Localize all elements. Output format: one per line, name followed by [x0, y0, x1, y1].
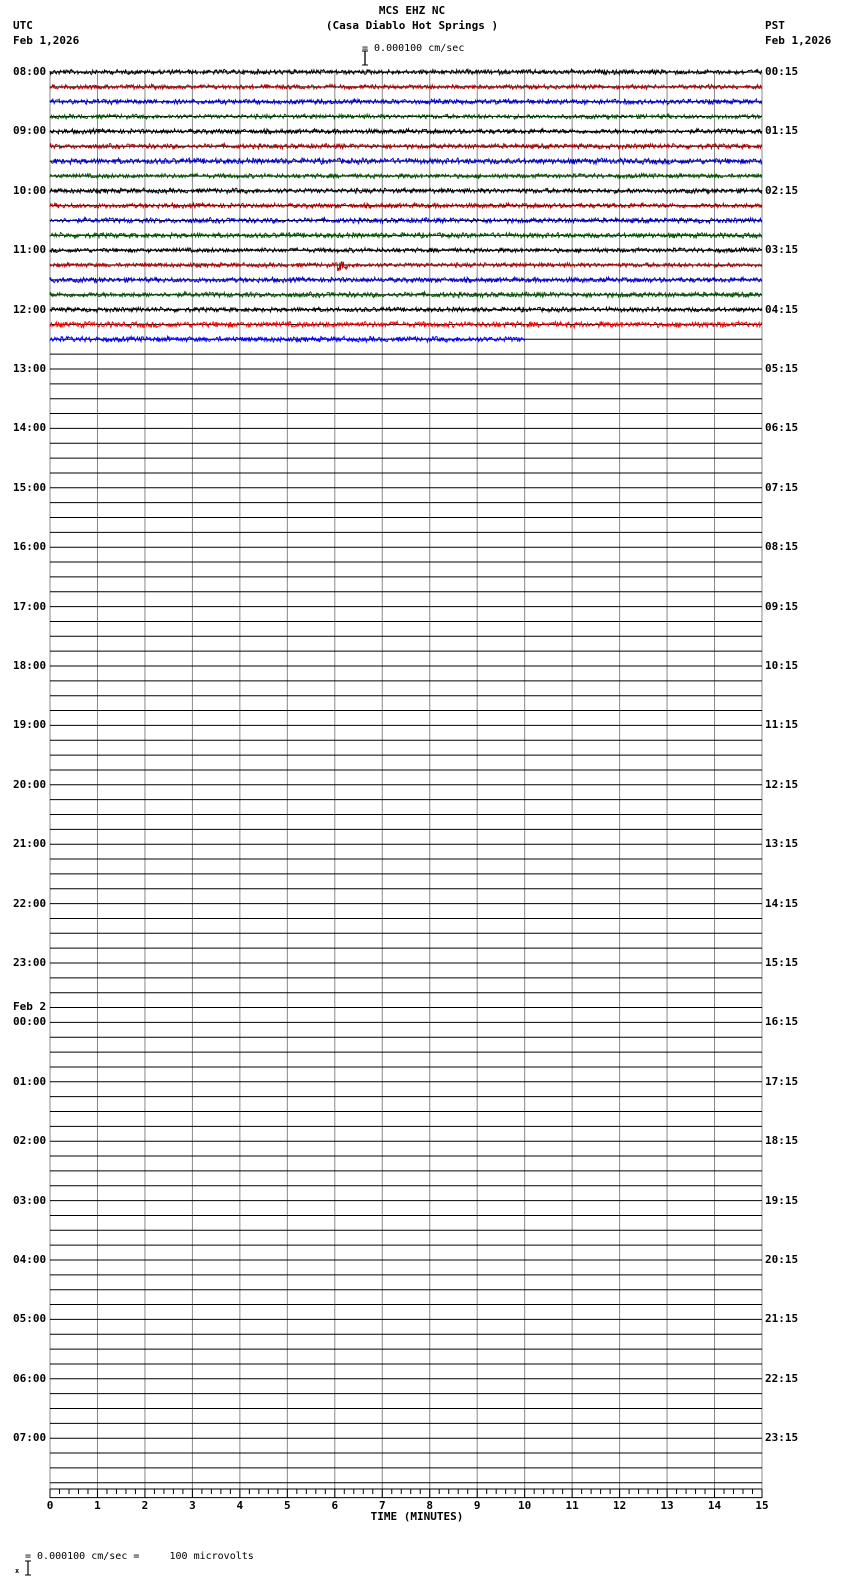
right-hour-label: 15:15: [765, 956, 799, 969]
left-hour-label: 01:00: [13, 1074, 47, 1088]
left-hour-label: 02:00: [13, 1134, 47, 1148]
left-hour-label: 17:00: [13, 599, 47, 613]
chart-subtitle: (Casa Diablo Hot Springs ): [325, 19, 499, 32]
right-hour-label: 19:15: [765, 1193, 799, 1207]
left-hour-label: 21:00: [13, 837, 47, 851]
x-tick-label: 15: [755, 1499, 769, 1512]
x-tick-label: 2: [141, 1499, 149, 1512]
right-hour-label: 21:15: [765, 1312, 799, 1326]
right-hour-label: 06:15: [765, 421, 799, 435]
trace-row-13: [50, 262, 762, 271]
x-tick-label: 0: [46, 1499, 54, 1512]
left-hour-label: 05:00: [13, 1312, 47, 1326]
right-hour-label: 09:15: [765, 599, 799, 613]
left-hour-label: 06:00: [13, 1371, 47, 1385]
x-tick-label: 4: [236, 1499, 244, 1512]
left-hour-label: 18:00: [13, 659, 47, 672]
left-hour-label: 15:00: [13, 480, 47, 494]
right-hour-label: 02:15: [765, 183, 799, 197]
right-hour-label: 12:15: [765, 777, 799, 791]
left-hour-label: 04:00: [13, 1253, 47, 1266]
scale-bar-icon: [348, 36, 356, 54]
left-hour-label: 00:00: [13, 1015, 47, 1029]
right-hour-label: 01:15: [765, 124, 799, 138]
x-tick-label: 10: [518, 1499, 532, 1512]
right-hour-label: 04:15: [765, 302, 799, 316]
x-tick-label: 12: [612, 1499, 627, 1512]
left-hour-label: 23:00: [13, 956, 47, 969]
trace-row-3: [50, 114, 762, 119]
right-hour-label: 18:15: [765, 1134, 799, 1148]
left-hour-label: 19:00: [13, 718, 47, 732]
x-tick-label: 6: [331, 1499, 339, 1512]
right-hour-label: 17:15: [765, 1074, 799, 1088]
left-hour-label: 12:00: [13, 302, 47, 316]
right-hour-label: 20:15: [765, 1253, 799, 1266]
right-hour-label: 00:15: [765, 65, 799, 78]
x-axis-label: TIME (MINUTES): [370, 1510, 464, 1523]
scale-label: = 0.000100 cm/sec: [362, 43, 465, 54]
left-hour-label: 14:00: [13, 421, 47, 435]
right-hour-label: 08:15: [765, 540, 799, 554]
footer-scale-note: = 0.000100 cm/sec = 100 microvolts: [25, 1551, 254, 1562]
x-tick-label: 14: [707, 1499, 722, 1512]
left-hour-label: 11:00: [13, 243, 47, 257]
chart-title: MCS EHZ NC: [378, 4, 446, 17]
left-hour-label: 16:00: [13, 540, 47, 554]
grid: [50, 72, 762, 1498]
x-tick-label: 3: [189, 1499, 196, 1512]
x-axis: [47, 1489, 769, 1512]
left-hour-label: 13:00: [13, 362, 47, 375]
right-hour-label: 14:15: [765, 896, 799, 910]
left-date: Feb 1,2026: [13, 34, 80, 47]
right-hour-label: 23:15: [765, 1431, 799, 1445]
x-tick-label: 7: [378, 1499, 386, 1512]
right-hour-label: 03:15: [765, 243, 799, 257]
svg-text:x: x: [15, 1567, 20, 1575]
right-hour-label: 07:15: [765, 480, 799, 494]
x-tick-label: 5: [284, 1499, 291, 1512]
right-hour-label: 22:15: [765, 1371, 799, 1385]
right-timezone: PST: [765, 19, 785, 32]
x-tick-label: 11: [565, 1499, 579, 1512]
left-hour-label: 08:00: [13, 65, 47, 78]
left-hour-label: 22:00: [13, 896, 47, 910]
left-hour-label: 07:00: [13, 1431, 47, 1445]
x-tick-label: 13: [660, 1499, 674, 1512]
right-date: Feb 1,2026: [765, 34, 832, 47]
left-date-change-label: Feb 2: [13, 1000, 47, 1014]
left-hour-label: 10:00: [13, 183, 47, 197]
left-timezone: UTC: [13, 19, 33, 32]
right-hour-label: 10:15: [765, 659, 799, 672]
right-hour-label: 05:15: [765, 362, 799, 375]
footer-scale-icon: [2, 1546, 22, 1575]
left-hour-label: 03:00: [13, 1193, 47, 1207]
x-tick-label: 9: [473, 1499, 481, 1512]
trace-row-4: [50, 129, 762, 135]
x-tick-label: 1: [94, 1499, 101, 1512]
x-tick-label: 8: [426, 1499, 434, 1512]
trace-row-0: [50, 69, 762, 75]
right-hour-label: 16:15: [765, 1015, 799, 1029]
left-hour-label: 20:00: [13, 777, 47, 791]
right-hour-label: 11:15: [765, 718, 799, 732]
right-hour-label: 13:15: [765, 837, 799, 851]
left-hour-label: 09:00: [13, 124, 47, 138]
